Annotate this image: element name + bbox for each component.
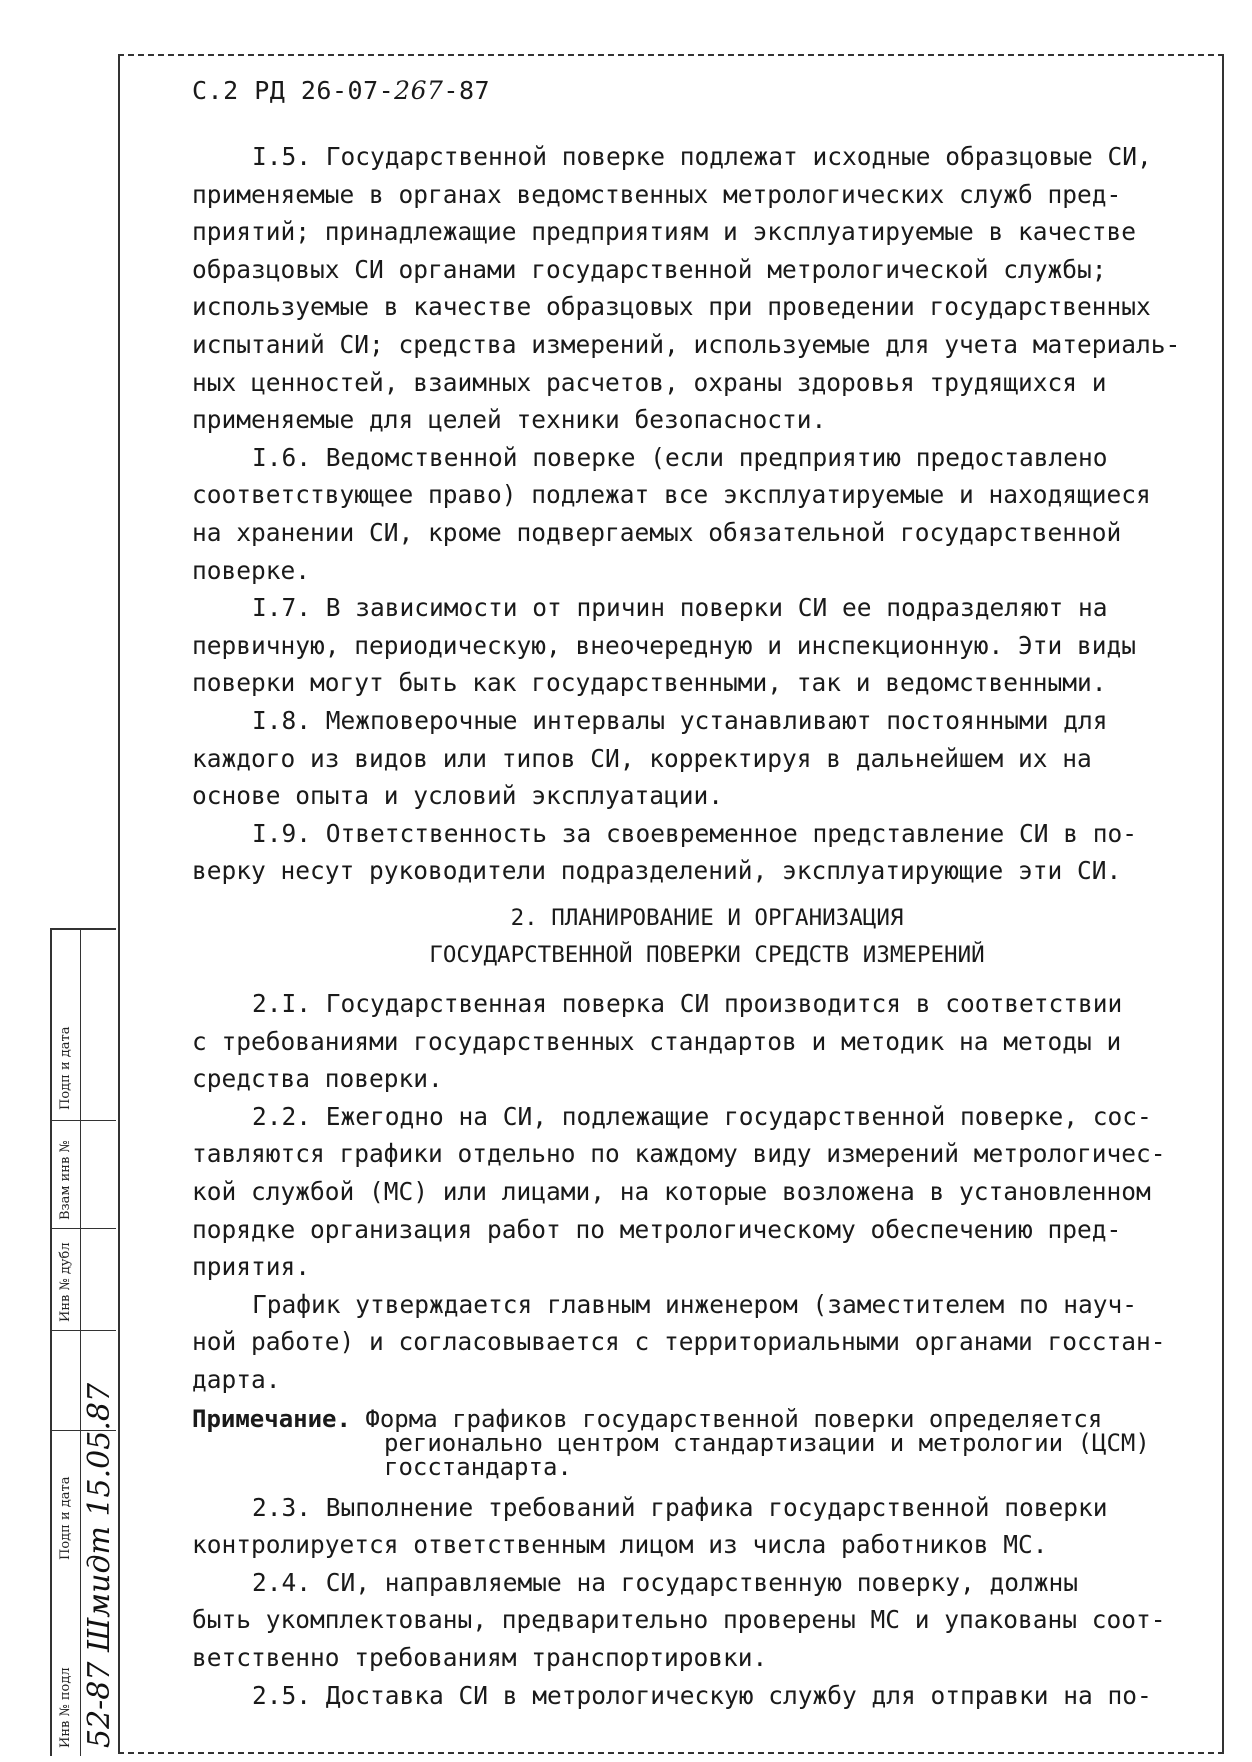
paragraph-1-8-line: I.8. Межповерочные интервалы устанавливают постоянными для <box>252 705 1108 735</box>
note-line-2: регионально центром стандартизации и метрологии (ЦСМ) <box>384 1428 1150 1457</box>
paragraph-1-5-line: образцовых СИ органами государственной метрологической службы; <box>192 254 1107 284</box>
paragraph-2-3-line: контролируется ответственным лицом из числа работников МС. <box>192 1530 1048 1560</box>
paragraph-1-6-line: поверке. <box>192 555 311 585</box>
section-2-heading: 2. ПЛАНИРОВАНИЕ И ОРГАНИЗАЦИЯ <box>510 904 904 931</box>
paragraph-2-1-line: средства поверки. <box>192 1064 443 1094</box>
stamp-handwritten-entry: 52-87 Шмидт 15.05.87 <box>82 1382 117 1748</box>
paragraph-1-6-line: I.6. Ведомственной поверке (если предприятию предоставлено <box>252 442 1108 472</box>
paragraph-1-5-line: применяемые в органах ведомственных метрологических служб пред- <box>192 179 1122 209</box>
paragraph-1-7-line: поверки могут быть как государственными, так и ведомственными. <box>192 668 1107 698</box>
paragraph-schedule-line: дарта. <box>192 1365 281 1394</box>
paragraph-2-4-line: ветственно требованиям транспортировки. <box>192 1642 768 1672</box>
header-suffix: -87 <box>443 76 491 105</box>
paragraph-2-1-line: 2.I. Государственная поверка СИ производится в соответствии <box>252 989 1123 1019</box>
stamp-label-inv-dubl: Инв № дубл <box>58 1242 73 1322</box>
paragraph-1-7-line: I.7. В зависимости от причин поверки СИ ее подразделяют на <box>252 593 1108 623</box>
paragraph-1-9-line: верку несут руководители подразделений, эксплуатирующие эти СИ. <box>192 856 1122 886</box>
paragraph-1-7-line: первичную, периодическую, внеочередную и инспекционную. Эти виды <box>192 630 1137 660</box>
stamp-label-podp-data: Подп и дата <box>58 1476 73 1560</box>
paragraph-1-5-line: I.5. Государственной поверке подлежат исходные образцовые СИ, <box>252 142 1152 171</box>
note-line-1 <box>192 1404 1222 1433</box>
paragraph-2-4-line: 2.4. СИ, направляемые на государственную поверку, должны <box>252 1567 1079 1597</box>
paragraph-1-9-line: I.9. Ответственность за своевременное представление СИ в по- <box>252 818 1138 848</box>
paragraph-2-2-line: кой службой (МС) или лицами, на которые возложена в установленном <box>192 1177 1151 1207</box>
paragraph-1-8-line: основе опыта и условий эксплуатации. <box>192 781 724 811</box>
frame-top-border <box>118 54 1224 56</box>
stamp-label-vzam-inv: Взам инв № <box>58 1140 73 1220</box>
paragraph-1-5-line: применяемые для целей техники безопасности. <box>192 405 827 435</box>
paragraph-2-2-line: 2.2. Ежегодно на СИ, подлежащие государственной поверке, сос- <box>252 1101 1152 1131</box>
frame-left-border <box>118 54 120 1754</box>
paragraph-1-5-line: используемые в качестве образцовых при проведении государственных <box>192 292 1151 322</box>
note-text-1: Форма графиков государственной поверки определяется <box>350 1404 1103 1433</box>
paragraph-2-1-line: с требованиями государственных стандартов и методик на методы и <box>192 1026 1122 1056</box>
paragraph-1-5-line: приятий; принадлежащие предприятиям и эксплуатируемые в качестве <box>192 217 1137 247</box>
section-2-heading-line-2: ГОСУДАРСТВЕННОЙ ПОВЕРКИ СРЕДСТВ ИЗМЕРЕНИЙ <box>429 942 985 969</box>
frame-bottom-border <box>118 1752 1224 1754</box>
paragraph-1-5-line: испытаний СИ; средства измерений, используемые для учета материаль- <box>192 329 1181 359</box>
header-doc-number: 267 <box>394 76 444 105</box>
stamp-label-podp-data-top: Подп и дата <box>58 1026 73 1110</box>
note-label: Примечание. <box>192 1404 351 1433</box>
paragraph-1-5-line: ных ценностей, взаимных расчетов, охраны здоровья трудящихся и <box>192 367 1107 397</box>
paragraph-1-6-line: на хранении СИ, кроме подвергаемых обязательной государственной <box>192 517 1122 547</box>
paragraph-schedule-line: График утверждается главным инженером (заместителем по науч- <box>252 1289 1138 1319</box>
paragraph-schedule-line: ной работе) и согласовывается с территориальными органами госстан- <box>192 1327 1166 1357</box>
page-header <box>192 76 490 105</box>
header-prefix: С.2 РД 26-07- <box>192 76 395 105</box>
paragraph-2-2-line: приятия. <box>192 1252 311 1282</box>
paragraph-2-2-line: тавляются графики отдельно по каждому виду измерений метрологичес- <box>192 1139 1166 1169</box>
paragraph-2-5-line: 2.5. Доставка СИ в метрологическую службу для отправки на по- <box>252 1680 1152 1710</box>
paragraph-2-2-line: порядке организация работ по метрологическому обеспечению пред- <box>192 1214 1122 1244</box>
paragraph-1-8-line: каждого из видов или типов СИ, корректируя в дальнейшем их на <box>192 743 1092 773</box>
note-line-3: госстандарта. <box>384 1452 572 1481</box>
stamp-label-inv-podl: Инв № подл <box>58 1667 73 1748</box>
paragraph-2-4-line: быть укомплектованы, предварительно проверены МС и упакованы соот- <box>192 1605 1166 1635</box>
margin-stamp-table <box>50 928 116 1756</box>
frame-right-border <box>1222 54 1224 1754</box>
paragraph-1-6-line: соответствующее право) подлежат все эксплуатируемые и находящиеся <box>192 480 1151 510</box>
document-body <box>192 138 1222 1714</box>
paragraph-2-3-line: 2.3. Выполнение требований графика государственной поверки <box>252 1492 1108 1522</box>
